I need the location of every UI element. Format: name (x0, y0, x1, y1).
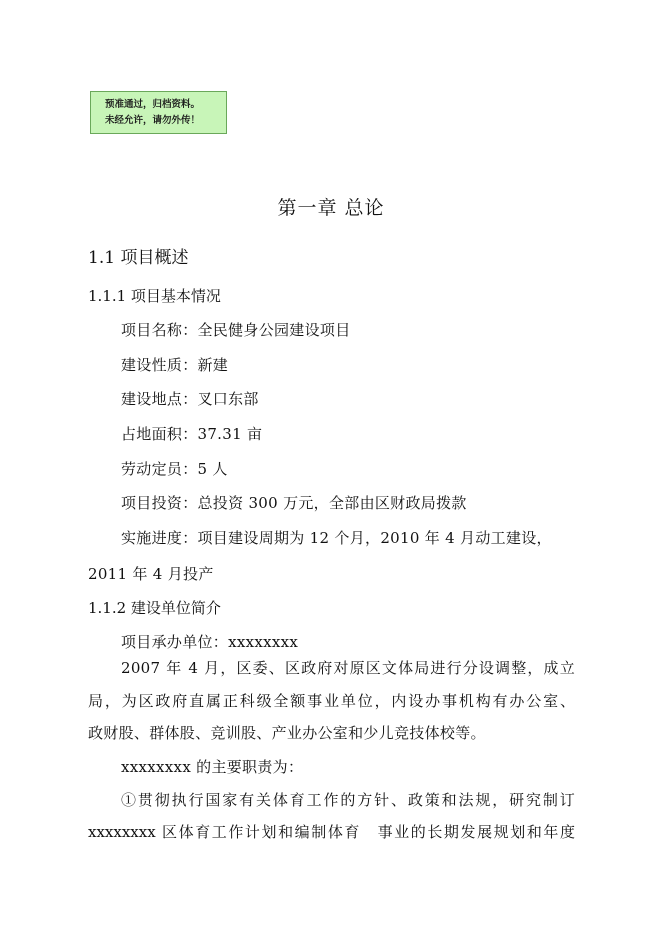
duty-1-line-2: xxxxxxxx 区体育工作计划和编制体育 事业的长期发展规划和年度 (88, 823, 575, 841)
stamp-line-1: 预准通过，归档资料。 (105, 99, 201, 110)
section-heading-1-1: 1.1 项目概述 (88, 248, 189, 268)
unit-owner: 项目承办单位：xxxxxxxx (121, 633, 299, 651)
chapter-title: 第一章 总论 (277, 197, 385, 219)
info-project-name: 项目名称：全民健身公园建设项目 (121, 321, 351, 339)
stamp-line-2: 未经允许，请勿外传！ (105, 115, 201, 126)
info-schedule: 实施进度：项目建设周期为 12 个月，2010 年 4 月动工建设， (121, 529, 552, 547)
paragraph-1-line-1: 2007 年 4 月，区委、区政府对原区文体局进行分设调整，成立 (121, 659, 575, 677)
info-staff: 劳动定员：5 人 (121, 460, 228, 478)
info-investment: 项目投资：总投资 300 万元，全部由区财政局拨款 (121, 494, 467, 512)
section-heading-1-1-2: 1.1.2 建设单位简介 (88, 599, 221, 617)
paragraph-1-line-2: 局，为区政府直属正科级全额事业单位，内设办事机构有办公室、 (88, 692, 575, 710)
approval-stamp (90, 91, 227, 134)
info-construction-type: 建设性质：新建 (121, 356, 229, 374)
duty-1-line-1: ①贯彻执行国家有关体育工作的方针、政策和法规，研究制订 (121, 791, 575, 809)
info-location: 建设地点：叉口东部 (121, 390, 259, 408)
paragraph-1-line-3: 政财股、群体股、竞训股、产业办公室和少儿竞技体校等。 (88, 724, 486, 742)
section-heading-1-1-1: 1.1.1 项目基本情况 (88, 287, 221, 305)
info-schedule-continued: 2011 年 4 月投产 (88, 565, 214, 583)
duties-intro: xxxxxxxx 的主要职责为： (121, 758, 304, 776)
info-area: 占地面积：37.31 亩 (121, 425, 263, 443)
